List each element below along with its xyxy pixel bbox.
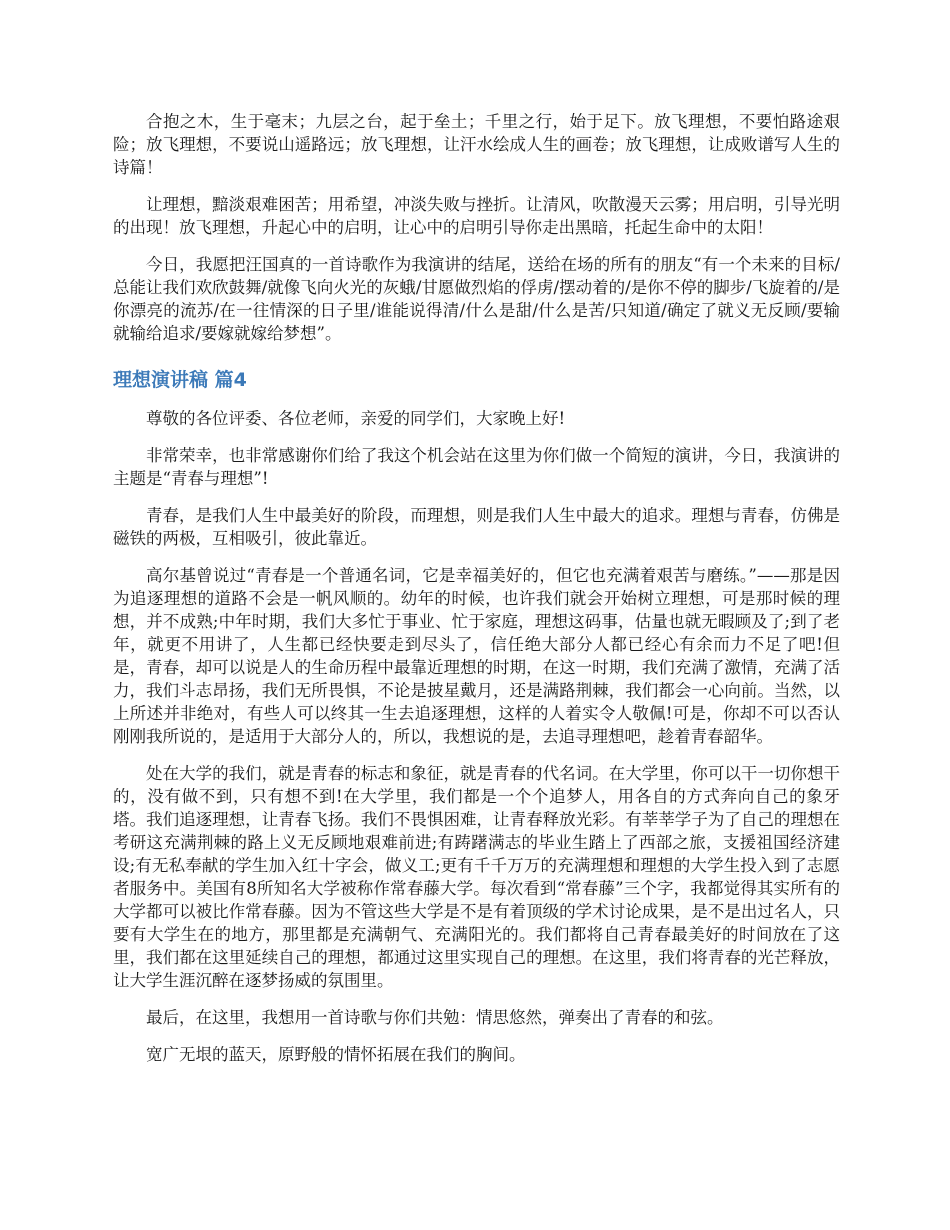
paragraph: 高尔基曾说过“青春是一个普通名词，它是幸福美好的，但它也充满着艰苦与磨练。”——那是因为追逐理想的道路不会是一帆风顺的。幼年的时候，也许我们就会开始树立理想，可是那时候的理想，并不成熟;中年时期，我们大多忙于事业、忙于家庭，理想这码事，估量也就无暇顾及了;到了老年，就更不用讲了，人生都已经快要走到尽头了，信任绝大部分人都已经心有余而力不足了吧!但是，青春，却可以说是人的生命历程中最靠近理想的时期，在这一时期，我们充满了激情，充满了活力，我们斗志昂扬，我们无所畏惧，不论是披星戴月，还是满路荆棘，我们都会一心向前。当然，以上所述并非绝对，有些人可以终其一生去追逐理想，这样的人着实令人敬佩!可是，你却不可以否认刚刚我所说的，是适用于大部分人的，所以，我想说的是，去追寻理想吧，趁着青春韶华。 — [113, 566, 840, 746]
section-heading: 理想演讲稿 篇4 — [113, 369, 247, 391]
paragraph: 青春，是我们人生中最美好的阶段，而理想，则是我们人生中最大的追求。理想与青春，仿佛是磁铁的两极，互相吸引，彼此靠近。 — [113, 506, 840, 548]
paragraph: 今日，我愿把汪国真的一首诗歌作为我演讲的结尾，送给在场的所有的朋友“有一个未来的目标/总能让我们欢欣鼓舞/就像飞向火光的灰蛾/甘愿做烈焰的俘虏/摆动着的/是你不停的脚步/飞旋着的/是你漂亮的流苏/在一往情深的日子里/谁能说得清/什么是甜/什么是苦/只知道/确定了就义无反顾/要输就输给追求/要嫁就嫁给梦想”。 — [113, 255, 840, 343]
paragraph: 合抱之木，生于毫末；九层之台，起于垒土；千里之行，始于足下。放飞理想，不要怕路途艰险；放飞理想，不要说山遥路远；放飞理想，让汗水绘成人生的画卷；放飞理想，让成败谱写人生的诗篇！ — [113, 112, 840, 177]
paragraph: 处在大学的我们，就是青春的标志和象征，就是青春的代名词。在大学里，你可以干一切你想干的，没有做不到，只有想不到!在大学里，我们都是一个个追梦人，用各自的方式奔向自己的象牙塔。我们追逐理想，让青春飞扬。我们不畏惧困难，让青春释放光彩。有莘莘学子为了自己的理想在考研这充满荆棘的路上义无反顾地艰难前进;有踌躇满志的毕业生踏上了西部之旅，支援祖国经济建设;有无私奉献的学生加入红十字会，做义工;更有千千万万的充满理想和理想的大学生投入到了志愿者服务中。美国有8所知名大学被称作常春藤大学。每次看到“常春藤”三个字，我都觉得其实所有的大学都可以被比作常春藤。因为不管这些大学是不是有着顶级的学术讨论成果，是不是出过名人，只要有大学生在的地方，那里都是充满朝气、充满阳光的。我们都将自己青春最美好的时间放在了这里，我们都在这里延续自己的理想，都通过这里实现自己的理想。在这里，我们将青春的光芒释放，让大学生涯沉醉在逐梦扬威的氛围里。 — [113, 764, 840, 990]
paragraph: 最后，在这里，我想用一首诗歌与你们共勉：情思悠然，弹奏出了青春的和弦。 — [146, 1008, 724, 1027]
paragraph: 让理想，黯淡艰难困苦；用希望，冲淡失败与挫折。让清风，吹散漫天云雾；用启明，引导光明的出现！放飞理想，升起心中的启明，让心中的启明引导你走出黑暗，托起生命中的太阳！ — [113, 195, 840, 237]
paragraph: 尊敬的各位评委、各位老师，亲爱的同学们，大家晚上好! — [146, 409, 566, 428]
paragraph: 非常荣幸，也非常感谢你们给了我这个机会站在这里为你们做一个简短的演讲，今日，我演讲的主题是“青春与理想”! — [113, 446, 840, 488]
paragraph: 宽广无垠的蓝天，原野般的情怀拓展在我们的胸间。 — [146, 1045, 526, 1064]
document-page — [113, 110, 840, 1080]
